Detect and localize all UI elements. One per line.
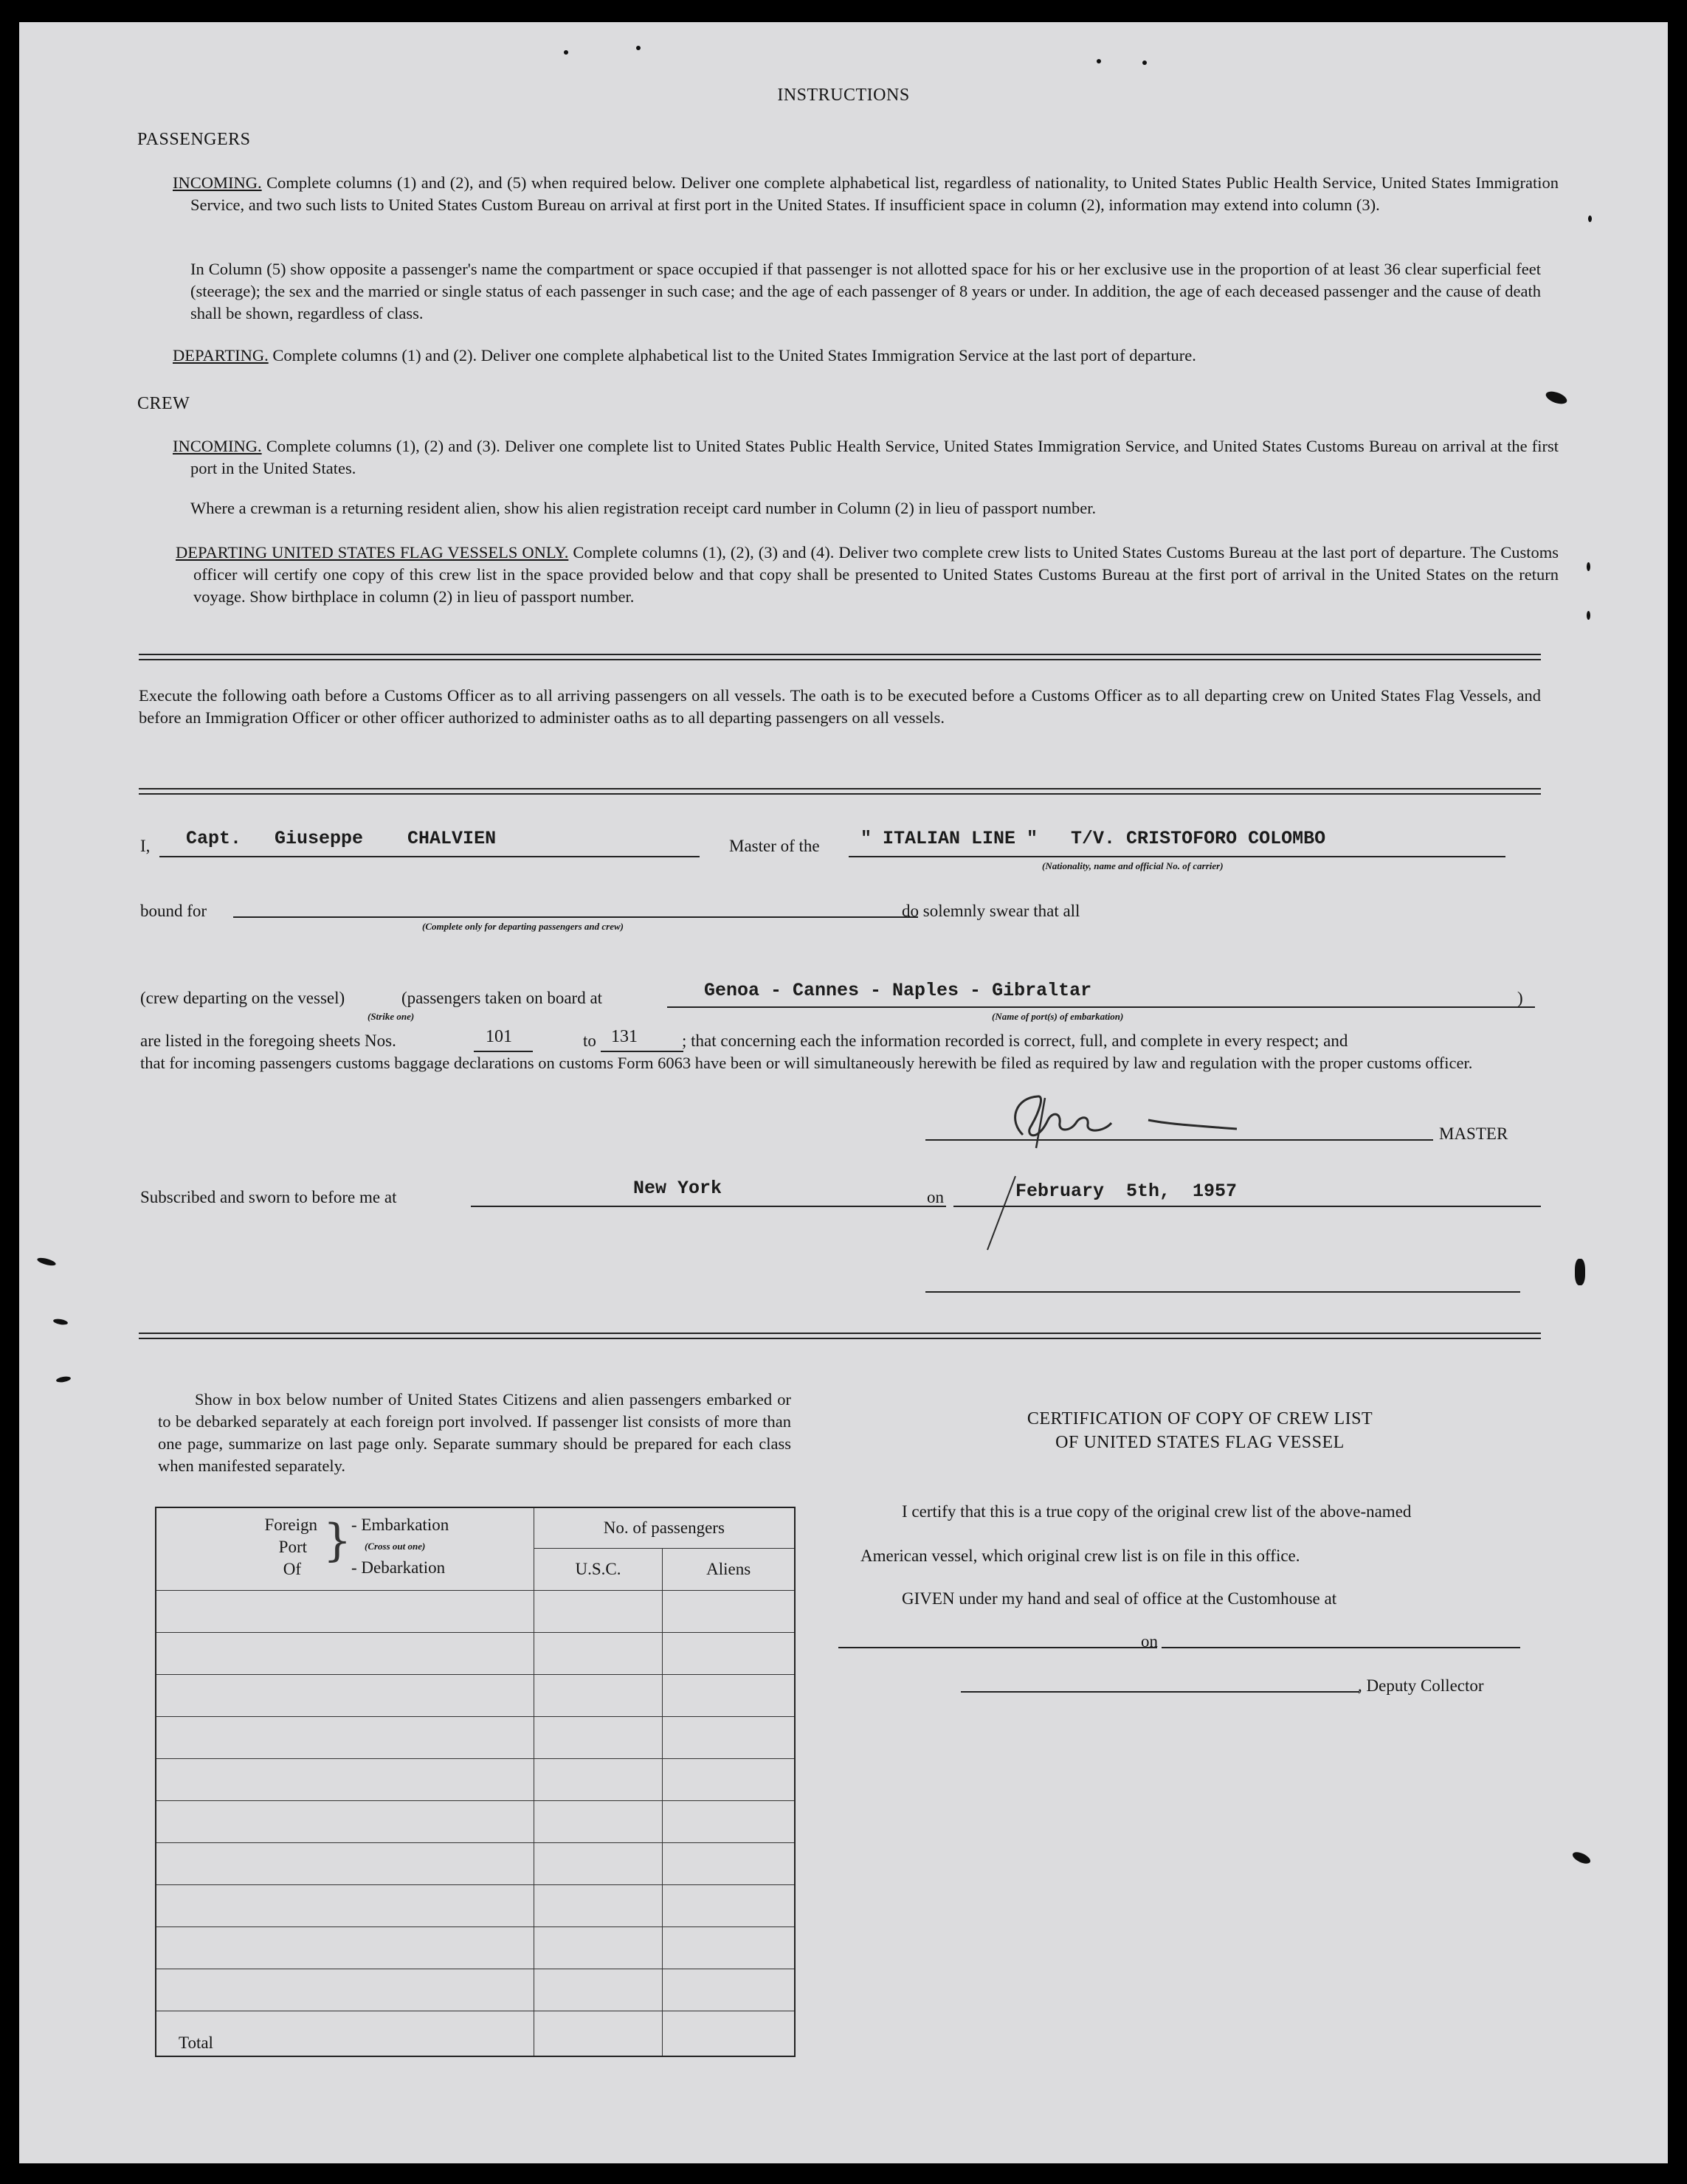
table-row [156,1885,795,1927]
subscribed-label: Subscribed and sworn to before me at [140,1188,397,1206]
scan-artifact [1587,562,1590,571]
deputy-collector-label: , Deputy Collector [1358,1676,1484,1695]
no-of-passengers-header: No. of passengers [534,1507,795,1549]
table-row [156,1675,795,1717]
ports-caption: (Name of port(s) of embarkation) [992,1011,1124,1022]
passengers-heading: PASSENGERS [137,130,251,149]
oath-intro: Execute the following oath before a Customs Officer as to all arriving passengers on all vessels. The oath is to be executed before a Customs Officer as to all departing crew on United States Flag Vessels, and before an Immigration Officer or other officer authorized to administer oaths as to all departing passengers on all vessels. [139,686,1541,727]
scan-artifact [1142,61,1147,65]
passengers-departing-paragraph [173,345,1541,367]
crew-resident-paragraph: Where a crewman is a returning resident alien, show his alien registration receipt card number in Column (2) in lieu of passport number. [190,499,1097,517]
brace-icon: } [323,1515,352,1566]
bound-for-label: bound for [140,902,207,920]
port-label: Port [278,1538,307,1556]
master-name-value: Capt. Giuseppe CHALVIEN [186,828,497,849]
crew-heading: CREW [137,394,190,413]
customhouse-place-line [838,1647,1157,1648]
table-row [156,1843,795,1885]
aliens-header: Aliens [663,1549,795,1591]
crew-departing-paragraph [176,542,1559,608]
table-row [156,1717,795,1759]
passengers-incoming-paragraph [173,172,1559,216]
sheet-to-label: to [583,1031,596,1050]
table-row [156,1759,795,1801]
total-label: Total [156,2011,534,2057]
of-label: Of [283,1560,301,1578]
strike-one-caption: (Strike one) [368,1011,415,1022]
embarkation-label: - Embarkation [351,1516,449,1534]
scan-artifact [1097,59,1101,63]
crew-departing-label: DEPARTING UNITED STATES FLAG VESSELS ONLY. [176,543,569,561]
foreign-label: Foreign [264,1516,317,1534]
scan-artifact [1545,389,1569,406]
table-row [156,1969,795,2011]
passengers-departing-label: DEPARTING. [173,346,269,364]
master-label: MASTER [1439,1124,1508,1143]
ports-value: Genoa - Cannes - Naples - Gibraltar [704,980,1092,1001]
place-line [471,1206,946,1207]
table-row [156,1633,795,1675]
certification-title-line1: CERTIFICATION OF COPY OF CREW LIST [1027,1409,1373,1428]
certify-line2: American vessel, which original crew list is on file in this office. [860,1547,1300,1565]
officer-signature-line [925,1291,1520,1293]
oath-i-label: I, [140,837,151,855]
crew-incoming-paragraph [173,435,1559,480]
date-on-label: on [927,1188,944,1206]
column5-paragraph: In Column (5) show opposite a passenger's name the compartment or space occupied if that passenger is not allotted space for his or her exclusive use in the proportion of at least 36 clear superficial feet (steerage); the sex and the married or single status of each passenger in such case; and the age of each passenger of 8 years or under. In addition, the age of each deceased passenger and the cause of death shall be shown, regardless of class. [190,260,1541,322]
certification-title-line2: OF UNITED STATES FLAG VESSEL [1055,1433,1345,1452]
vessel-caption: (Nationality, name and official No. of carrier) [1042,860,1224,871]
foreign-port-header [156,1507,534,1591]
certify-line1: I certify that this is a true copy of the original crew list of the above-named [902,1502,1412,1521]
date-value: February 5th, 1957 [1015,1181,1238,1202]
crew-departing-text: Complete columns (1), (2), (3) and (4). Deliver two complete crew lists to United States Customs Bureau at the last port of departure. The Customs officer will certify one copy of this crew list in the space provided below and that copy shall be presented to United States Customs Bureau at the first port of arrival in the United States on the return voyage. Show birthplace in column (2) in lieu of passport number. [193,543,1559,606]
passengers-incoming-label: INCOMING. [173,173,262,192]
date-pen-stroke [979,1173,1023,1254]
scan-artifact [564,50,568,55]
passengers-incoming-text: Complete columns (1) and (2), and (5) when required below. Deliver one complete alphabetical list, regardless of nationality, to United States Public Health Service, United States Immigration Service, and two such lists to United States Custom Bureau on arrival at first port in the United States. If insufficient space in column (2), information may extend into column (3). [190,173,1559,214]
crew-incoming-text: Complete columns (1), (2) and (3). Deliver one complete list to United States Public Health Service, United States Immigration Service, and United States Customs Bureau on arrival at the first port in the United States. [190,437,1559,477]
summary-instructions: Show in box below number of United States Citizens and alien passengers embarked or to be debarked separately at each foreign port involved. If passenger list consists of more than one page, summarize on last page only. Separate summary should be prepared for each class when manifested separately. [158,1390,791,1475]
ports-close-paren: ) [1517,989,1523,1007]
deputy-collector-line [961,1691,1359,1693]
sheet-from-value: 101 [486,1027,512,1046]
table-row [156,1927,795,1969]
sheets-text-rest: that for incoming passengers customs baggage declarations on customs Form 6063 have been or will simultaneously herewith be filed as required by law and regulation with the proper customs officer. [140,1054,1473,1072]
divider-summary [139,1333,1541,1339]
certification-date-line [1162,1647,1520,1648]
date-line [953,1206,1541,1207]
scan-artifact [1588,215,1592,222]
master-of-label: Master of the [729,837,820,855]
divider-oath [139,788,1541,795]
ports-line [667,1006,1535,1008]
bound-for-caption: (Complete only for departing passengers and crew) [422,921,624,932]
place-value: New York [633,1178,722,1199]
scan-artifact [53,1318,69,1325]
master-name-line [159,856,700,857]
scan-artifact [1587,611,1590,620]
scan-artifact [636,46,641,50]
vessel-value: " ITALIAN LINE " T/V. CRISTOFORO COLOMBO [860,828,1326,849]
sheets-prefix: are listed in the foregoing sheets Nos. [140,1031,396,1050]
table-header-row [156,1507,795,1549]
table-row [156,1801,795,1843]
given-text: GIVEN under my hand and seal of office at the Customhouse at [902,1589,1337,1608]
vessel-line [849,856,1505,857]
passengers-departing-text: Complete columns (1) and (2). Deliver one complete alphabetical list to the United States Immigration Service at the last port of departure. [272,346,1196,364]
certification-on-label: on [1141,1632,1158,1651]
usc-header: U.S.C. [534,1549,663,1591]
instructions-title: INSTRUCTIONS [777,86,910,105]
crew-incoming-label: INCOMING. [173,437,262,455]
debarkation-label: - Debarkation [351,1558,446,1577]
passengers-taken-option: (passengers taken on board at [401,989,603,1007]
passenger-summary-table [155,1507,796,2057]
scan-artifact [1575,1259,1585,1285]
swear-label: do solemnly swear that all [902,902,1080,920]
scan-artifact [56,1375,72,1383]
scan-artifact [36,1257,56,1267]
table-row [156,1591,795,1633]
divider-instructions [139,654,1541,660]
bound-for-line [233,916,918,918]
sheet-to-value: 131 [611,1027,638,1046]
cross-out-caption: (Cross out one) [365,1541,426,1552]
scan-artifact [1571,1850,1593,1866]
master-signature [993,1091,1259,1150]
sheets-text-first: ; that concerning each the information recorded is correct, full, and complete in every respect; and [682,1031,1348,1050]
foreign-port-of-labels [156,1514,317,1580]
total-row [156,2011,795,2057]
crew-list-form-page [19,22,1668,2163]
crew-departing-option: (crew departing on the vessel) [140,989,345,1007]
